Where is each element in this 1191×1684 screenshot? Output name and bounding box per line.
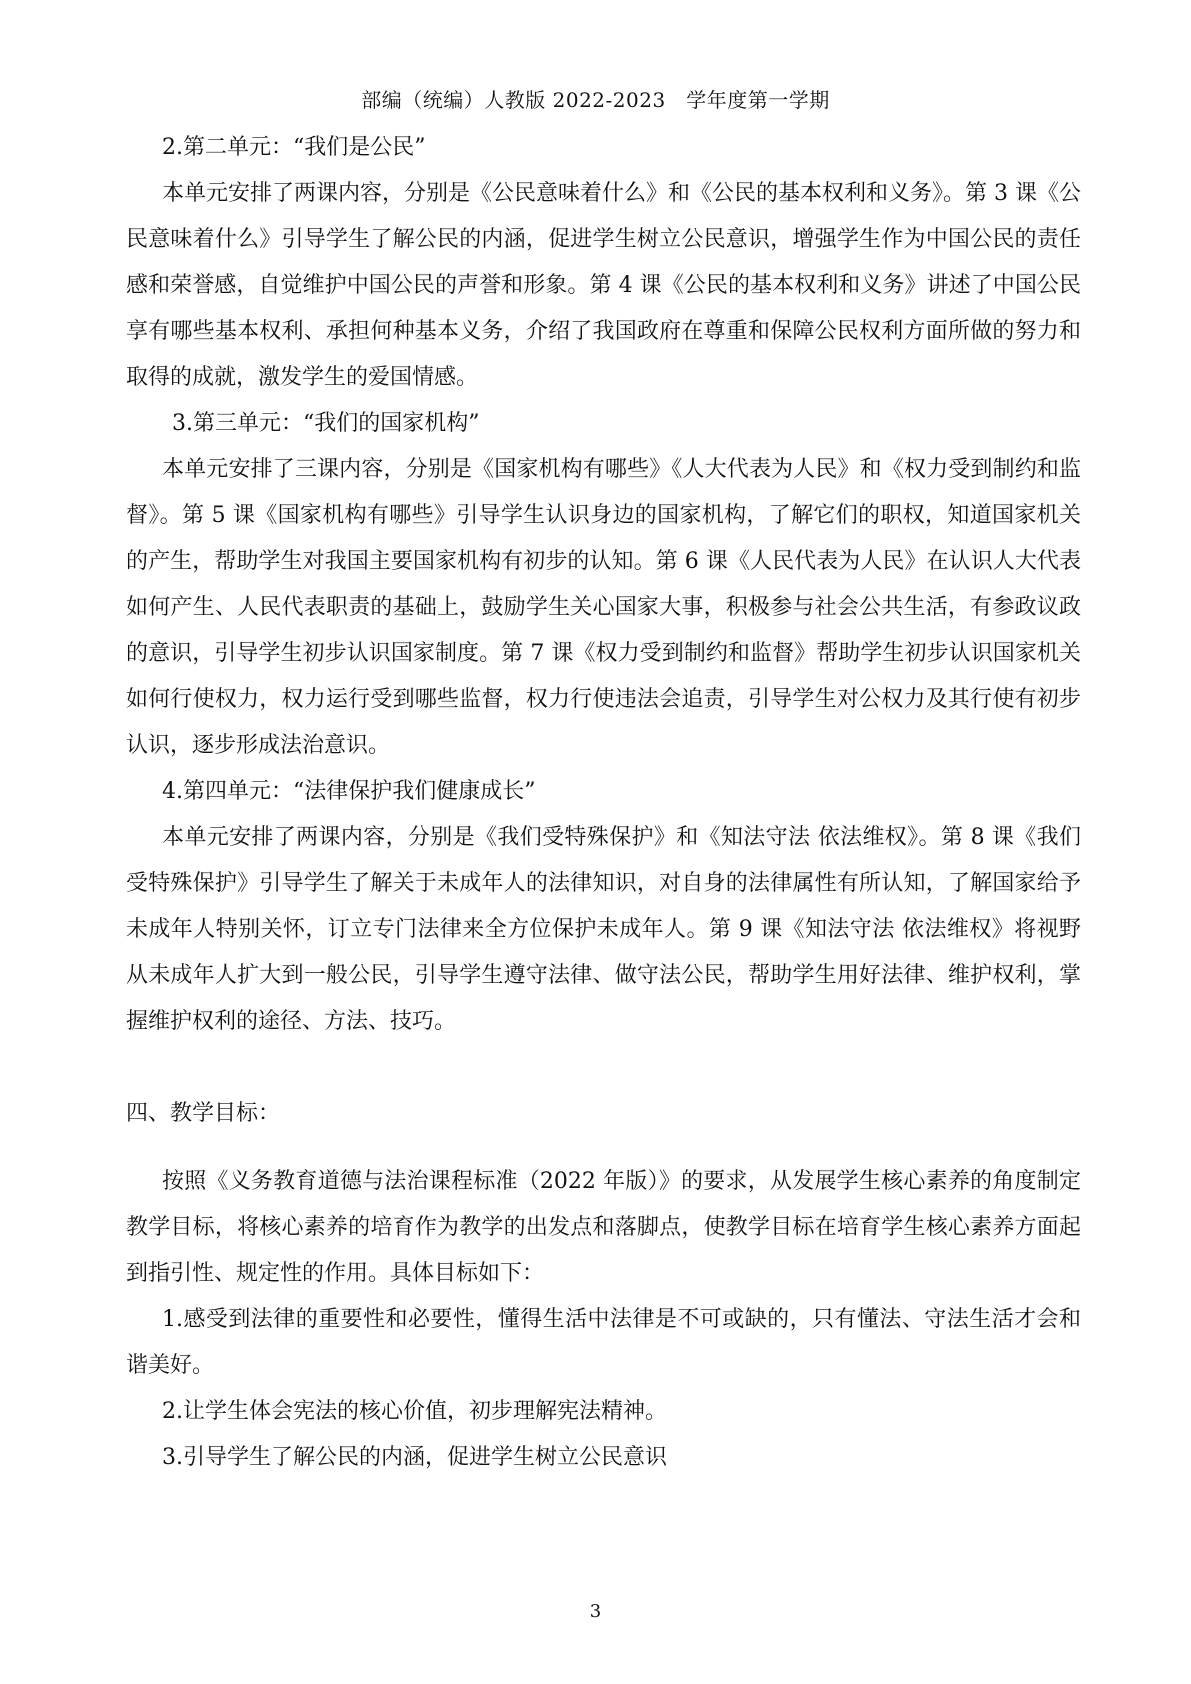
section4-intro: 按照《义务教育道德与法治课程标准（2022 年版）》的要求，从发展学生核心素养的角度制定教学目标，将核心素养的培育作为教学的出发点和落脚点，使教学目标在培育学生核心素养方面起到指引性、规定性的作用。具体目标如下： [126, 1169, 1082, 1286]
document-body [126, 125, 1081, 1481]
unit2-paragraph: 本单元安排了两课内容，分别是《公民意味着什么》和《公民的基本权利和义务》。第 3 课《公民意味着什么》引导学生了解公民的内涵，促进学生树立公民意识，增强学生作为中国公民的责任感和荣誉感，自觉维护中国公民的声誉和形象。第 4 课《公民的基本权利和义务》讲述了中国公民享有哪些基本权利、承担何种基本义务，介绍了我国政府在尊重和保障公民权利方面所做的努力和取得的成就，激发学生的爱国情感。 [126, 181, 1081, 390]
unit3-paragraph: 本单元安排了三课内容，分别是《国家机构有哪些》《人大代表为人民》和《权力受到制约和监督》。第 5 课《国家机构有哪些》引导学生认识身边的国家机构，了解它们的职权，知道国家机关的产生，帮助学生对我国主要国家机构有初步的认知。第 6 课《人民代表为人民》在认识人大代表如何产生、人民代表职责的基础上，鼓励学生关心国家大事，积极参与社会公共生活，有参政议政的意识，引导学生初步认识国家制度。第 7 课《权力受到制约和监督》帮助学生初步认识国家机关如何行使权力，权力运行受到哪些监督，权力行使违法会追责，引导学生对公权力及其行使有初步认识，逐步形成法治意识。 [126, 457, 1081, 758]
unit4-paragraph: 本单元安排了两课内容，分别是《我们受特殊保护》和《知法守法 依法维权》。第 8 课《我们受特殊保护》引导学生了解关于未成年人的法律知识，对自身的法律属性有所认知，了解国家给予未成年人特别关怀，订立专门法律来全方位保护未成年人。第 9 课《知法守法 依法维权》将视野从未成年人扩大到一般公民，引导学生遵守法律、做守法公民，帮助学生用好法律、维护权利，掌握维护权利的途径、方法、技巧。 [126, 825, 1081, 1034]
unit4-heading: 4.第四单元：“法律保护我们健康成长” [162, 779, 536, 804]
running-header: 部编（统编）人教版 2022-2023 学年度第一学期 [361, 88, 830, 112]
unit2-heading: 2.第二单元：“我们是公民” [162, 135, 426, 160]
goal-item: 2.让学生体会宪法的核心价值，初步理解宪法精神。 [162, 1399, 667, 1424]
section4-heading: 四、教学目标： [126, 1101, 281, 1126]
goal-item: 3.引导学生了解公民的内涵，促进学生树立公民意识 [162, 1445, 667, 1470]
goal-item: 1.感受到法律的重要性和必要性，懂得生活中法律是不可或缺的，只有懂法、守法生活才会和谐美好。 [126, 1307, 1081, 1378]
unit3-heading: 3.第三单元：“我们的国家机构” [172, 411, 480, 436]
page-number: 3 [589, 1601, 602, 1622]
